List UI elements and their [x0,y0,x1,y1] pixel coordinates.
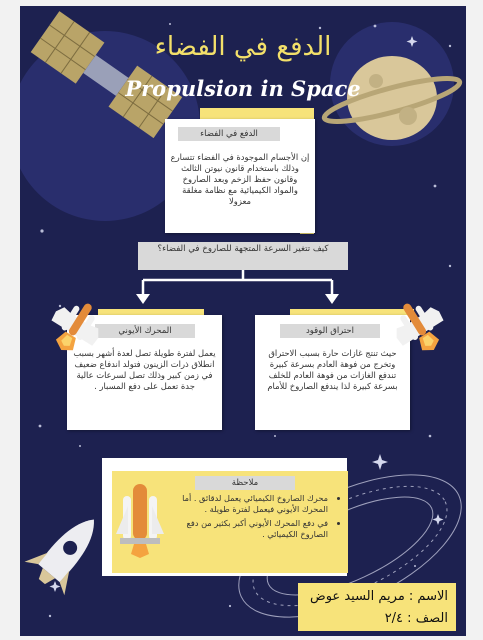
title-arabic: الدفع في الفضاء [154,32,332,62]
notes-rocket-layer [20,6,466,636]
student-info [298,583,456,631]
intro-body: إن الأجسام الموجودة في الفضاء تتسارع وذلك باستخدام قانون نيوتن الثالث وقانون حفظ الزخم وبعد الصاروخ والمواد الكيميائية مع نظامة مغلقة معزولا [170,152,310,206]
combustion-body: حيث تنتج غازات حارة بسبب الاحتراق وتخرج من فوهة العادم بسرعة كبيرة تندفع الغازات من فوهة العادم للخلف بسرعة كبيرة لذا يندفع الصاروخ للأمام [267,348,398,391]
question-box: كيف تتغير السرعة المتجهة للصاروخ في الفضاء؟ [138,242,348,270]
ion-body: يعمل لفترة طويلة تصل لعدة أشهر بسبب انطلاق ذرات الزينون فتولد اندفاع ضعيف في زمن كبير وذلك تصل لسرعات عالية جدة تعمل على دفع المسبار . [73,348,216,391]
poster [20,6,466,636]
combustion-label: احتراق الوقود [280,324,380,338]
notes-item: • محرك الصاروخ الكيميائي يعمل لدقائق . أما المحرك الأيوني فيعمل لفترة طويلة . [170,493,328,515]
notes-item: • في دفع المحرك الأيوني أكبر بكثير من دفع الصاروخ الكيميائي . [170,518,328,540]
title-english: Propulsion in Space [125,76,361,101]
ion-label: المحرك الأيوني [95,324,195,338]
rocket-icon [116,484,164,558]
student-name: الاسم : مريم السيد عوض [310,589,448,604]
notes-label: ملاحظة [195,476,295,490]
student-grade: الصف : ٢/٤ [384,611,448,626]
intro-label: الدفع في الفضاء [178,127,280,141]
